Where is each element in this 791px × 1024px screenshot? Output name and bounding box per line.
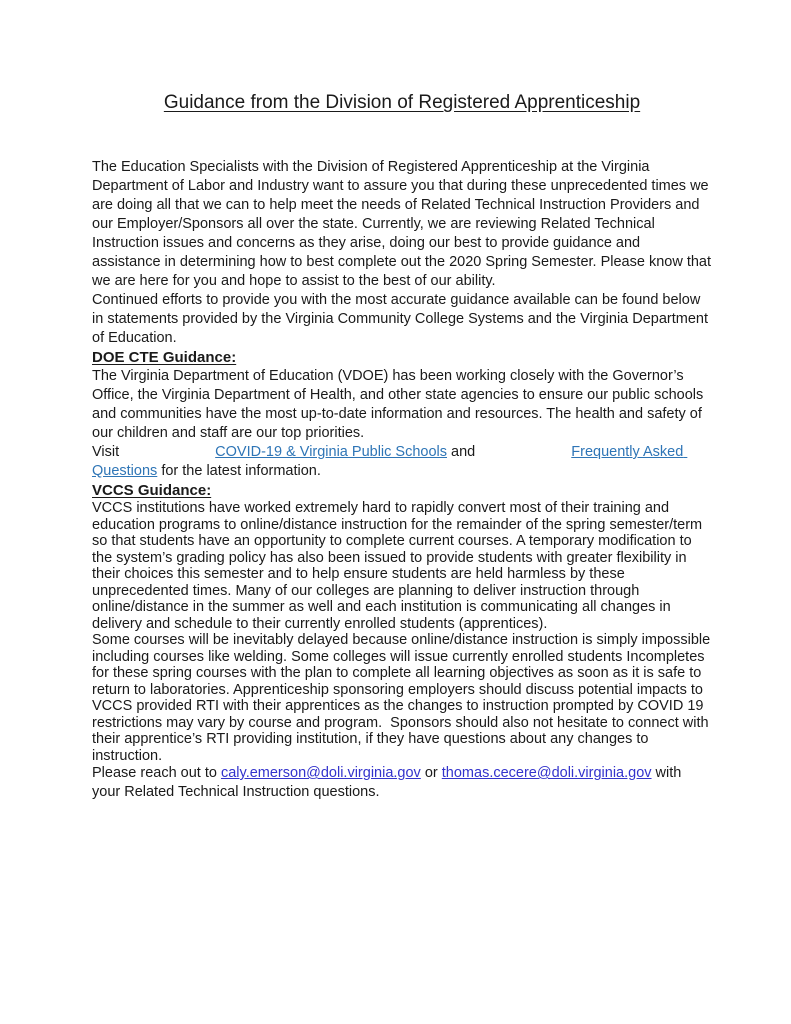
intro-paragraph-1: The Education Specialists with the Division of Registered Apprenticeship at the Virginia Department of Labor and Industry want to assure you that during these unprecedented times we are doing all that we can to help meet the needs of Related Technical Instruction Providers and our Employer/Sponsors all over the state. Currently, we are reviewing Related Technical Instruction issues and concerns as they arise, doing our best to provide guidance and assistance in determining how to best complete out the 2020 Spring Semester. Please know that we are here for you and hope to assist to the best of our ability. [92, 159, 716, 289]
text-run: Please reach out to [92, 765, 221, 781]
vccs-guidance-heading: VCCS Guidance: [92, 482, 212, 499]
text-run: Visit [92, 444, 124, 460]
doe-cte-guidance-heading: DOE CTE Guidance: [92, 349, 237, 366]
doe-guidance-paragraph [92, 367, 712, 481]
document-title: Guidance from the Division of Registered Apprenticeship [163, 92, 641, 113]
vccs-guidance-paragraph-1: VCCS institutions have worked extremely hard to rapidly convert most of their training and education programs to online/distance instruction for the remainder of the spring semester/term so that students have an opportunity to complete current courses. A temporary modification to the system’s grading policy has also been issued to provide students with greater flexibility in their choices this semester and to help ensure students are held harmless by these unprecedented times. Many of our colleges are planning to deliver instruction through online/distance in the summer as well and each institution is communicating all changes in delivery and schedule to their currently enrolled students (apprentices). [92, 500, 707, 632]
intro-paragraph-2: Continued efforts to provide you with the most accurate guidance available can be found below in statements provided by the Virginia Community College Systems and the Virginia Department of Education. [92, 292, 713, 346]
text-run: The Virginia Department of Education (VDOE) has been working closely with the Governor’s Office, the Virginia Department of Health, and other state agencies to ensure our public schools and communities have the most up-to-date information and resources. The health and safety of our children and staff are our top priorities. [92, 368, 708, 441]
vccs-guidance-paragraph-2: Some courses will be inevitably delayed because online/distance instruction is simply impossible including courses like welding. Some colleges will issue currently enrolled students Incompletes for these spring courses with the plan to complete all learning objectives as soon as it is safe to return to laboratories. Apprenticeship sponsoring employers should discuss potential impacts to VCCS provided RTI with their apprentices as the changes to instruction prompted by COVID 19 restrictions may vary by course and program. Sponsors should also not hesitate to connect with their apprentice’s RTI providing institution, if they have questions about any changes to instruction. [92, 632, 715, 764]
thomas-cecere-email-link[interactable]: thomas.cecere@doli.virginia.gov [441, 765, 652, 781]
text-run: for the latest information. [157, 463, 321, 479]
closing-contact-paragraph [92, 764, 712, 802]
covid19-virginia-public-schools-link[interactable]: COVID-19 & Virginia Public Schools [215, 444, 448, 460]
text-run: with your Related Technical Instruction questions. [92, 765, 686, 800]
text-run: or [420, 765, 442, 781]
text-run: and [447, 444, 480, 460]
frequently-asked-questions-link[interactable]: Frequently Asked Questions [92, 444, 688, 479]
caly-emerson-email-link[interactable]: caly.emerson@doli.virginia.gov [220, 765, 421, 781]
